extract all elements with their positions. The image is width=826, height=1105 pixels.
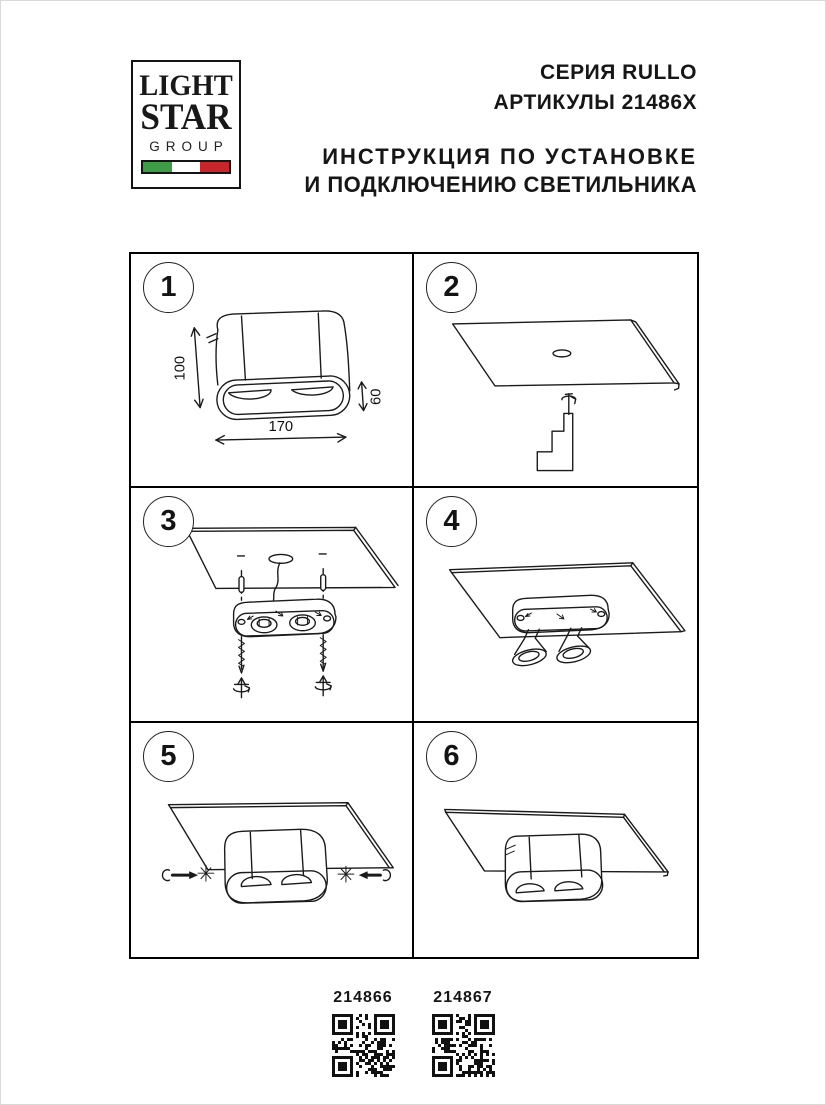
- step-2-panel: [414, 254, 697, 488]
- dimension-height-label: 100: [172, 355, 189, 381]
- fixture-body: [505, 834, 603, 902]
- screw-left: [234, 678, 250, 698]
- step-1-number: 1: [143, 262, 194, 313]
- product-code-label: 214866: [333, 989, 393, 1006]
- screw-left-horizontal: [162, 865, 213, 881]
- impact-burst-left: [198, 865, 214, 881]
- fixture-body: [225, 829, 328, 903]
- italian-flag-bar: [141, 160, 231, 174]
- series-title: СЕРИЯ RULLO: [539, 61, 697, 84]
- drill-screw-symbol: [562, 394, 576, 415]
- wire-hole: [269, 555, 293, 564]
- step-5-number: 5: [143, 731, 194, 782]
- step-6-number: 6: [426, 731, 477, 782]
- articles-title: АРТИКУЛЫ 21486X: [493, 91, 697, 114]
- flag-red: [200, 162, 229, 172]
- dimension-depth-label: 60: [368, 388, 385, 405]
- ceiling-panel: [185, 528, 398, 589]
- dimension-lines: [172, 328, 384, 444]
- step-4-panel: [414, 488, 697, 722]
- lamp-bulb-right: [555, 628, 592, 666]
- fixture-body: [513, 596, 609, 633]
- qr-code-right: [432, 1014, 495, 1077]
- step-6-panel: [414, 723, 697, 957]
- step-5-panel: [131, 723, 414, 957]
- logo-word-light: LIGHT: [139, 69, 233, 102]
- wire-hole: [553, 350, 571, 357]
- screw-right: [315, 676, 331, 696]
- step-4-number: 4: [426, 496, 477, 547]
- lightstar-logo: [131, 60, 241, 189]
- flag-green: [143, 162, 172, 172]
- logo-word-star: STAR: [140, 97, 232, 138]
- qr-code-left: [332, 1014, 395, 1077]
- flag-white: [172, 162, 201, 172]
- product-214866: [332, 989, 395, 1077]
- dimension-width-label: 170: [268, 419, 294, 436]
- step-1-panel: [131, 254, 414, 488]
- screw-threads: [239, 635, 327, 673]
- step-ladder-icon: [537, 413, 572, 470]
- lamp-bulb-left: [511, 630, 548, 669]
- product-codes-footer: [1, 989, 825, 1077]
- product-code-label: 214867: [433, 989, 493, 1006]
- steps-grid: [129, 252, 699, 959]
- step-3-number: 3: [143, 496, 194, 547]
- instruction-title-line1: ИНСТРУКЦИЯ ПО УСТАНОВКЕ: [322, 144, 697, 169]
- fixture-body: [234, 599, 336, 637]
- anchor-dowels: [239, 569, 326, 601]
- ceiling-panel: [453, 320, 679, 390]
- product-214867: [432, 989, 495, 1077]
- fixture-drawing: [207, 311, 351, 420]
- document-titles: [304, 58, 697, 199]
- step-3-panel: [131, 488, 414, 722]
- logo-word-group: GROUP: [149, 139, 229, 154]
- instruction-title-line2: И ПОДКЛЮЧЕНИЮ СВЕТИЛЬНИКА: [304, 172, 697, 197]
- hanging-wire: [273, 563, 280, 602]
- step-2-number: 2: [426, 262, 477, 313]
